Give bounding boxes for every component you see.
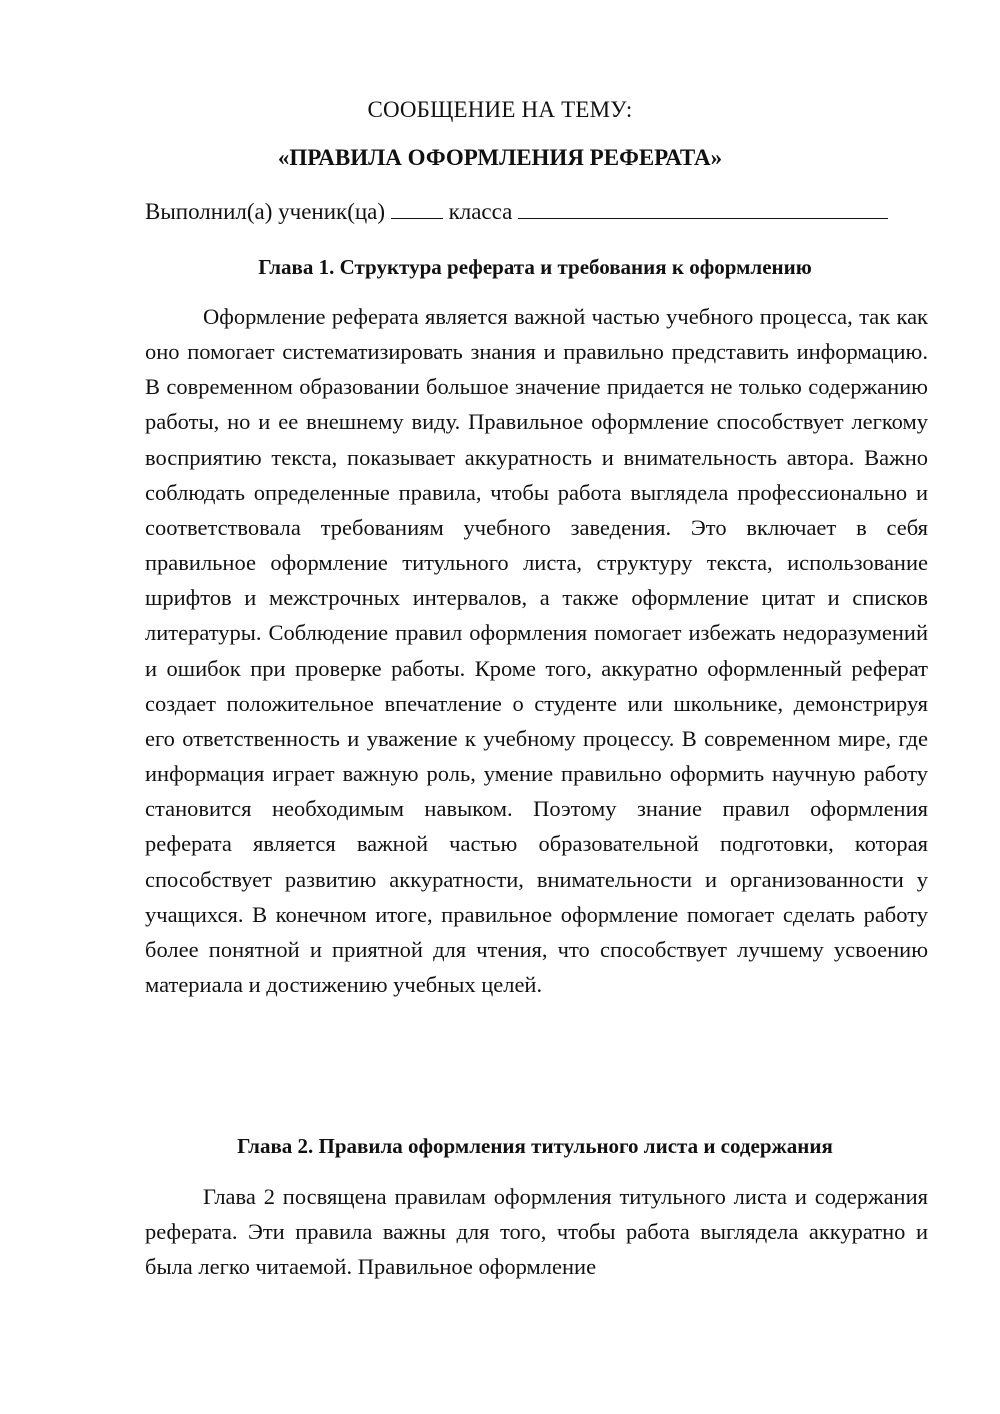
author-middle: класса bbox=[448, 199, 513, 224]
document-title-line2: «ПРАВИЛА ОФОРМЛЕНИЯ РЕФЕРАТА» bbox=[277, 145, 723, 170]
document-title-line1: СООБЩЕНИЕ НА ТЕМУ: bbox=[367, 97, 633, 122]
author-line bbox=[145, 194, 888, 230]
name-blank bbox=[518, 194, 888, 219]
chapter-2-paragraph: Глава 2 посвящена правилам оформления титульного листа и содержания реферата. Эти правила важны для того, чтобы работа выглядела аккуратно и была легко читаемой. Правильное оформление bbox=[145, 1184, 928, 1280]
chapter-2-heading: Глава 2. Правила оформления титульного листа и содержания bbox=[237, 1134, 833, 1158]
chapter-1-heading: Глава 1. Структура реферата и требования к оформлению bbox=[258, 255, 812, 279]
chapter-1-paragraph: Оформление реферата является важной частью учебного процесса, так как оно помогает систематизировать знания и правильно представить информацию. В современном образовании большое значение придается не только содержанию работы, но и ее внешнему виду. Правильное оформление способствует легкому восприятию текста, показывает аккуратность и внимательность автора. Важно соблюдать определенные правила, чтобы работа выглядела профессионально и соответствовала требованиям учебного заведения. Это включает в себя правильное оформление титульного листа, структуру текста, использование шрифтов и межстрочных интервалов, а также оформление цитат и списков литературы. Соблюдение правил оформления помогает избежать недоразумений и ошибок при проверке работы. Кроме того, аккуратно оформленный реферат создает положительное впечатление о студенте или школьнике, демонстрируя его ответственность и уважение к учебному процессу. В современном мире, где информация играет важную роль, умение правильно оформить научную работу становится необходимым навыком. Поэтому знание правил оформления реферата является важной частью образовательной подготовки, которая способствует развитию аккуратности, внимательности и организованности у учащихся. В конечном итоге, правильное оформление помогает сделать работу более понятной и приятной для чтения, что способствует лучшему усвоению материала и достижению учебных целей. bbox=[145, 304, 928, 997]
grade-blank bbox=[391, 194, 443, 219]
author-prefix: Выполнил(а) ученик(ца) bbox=[145, 199, 386, 224]
